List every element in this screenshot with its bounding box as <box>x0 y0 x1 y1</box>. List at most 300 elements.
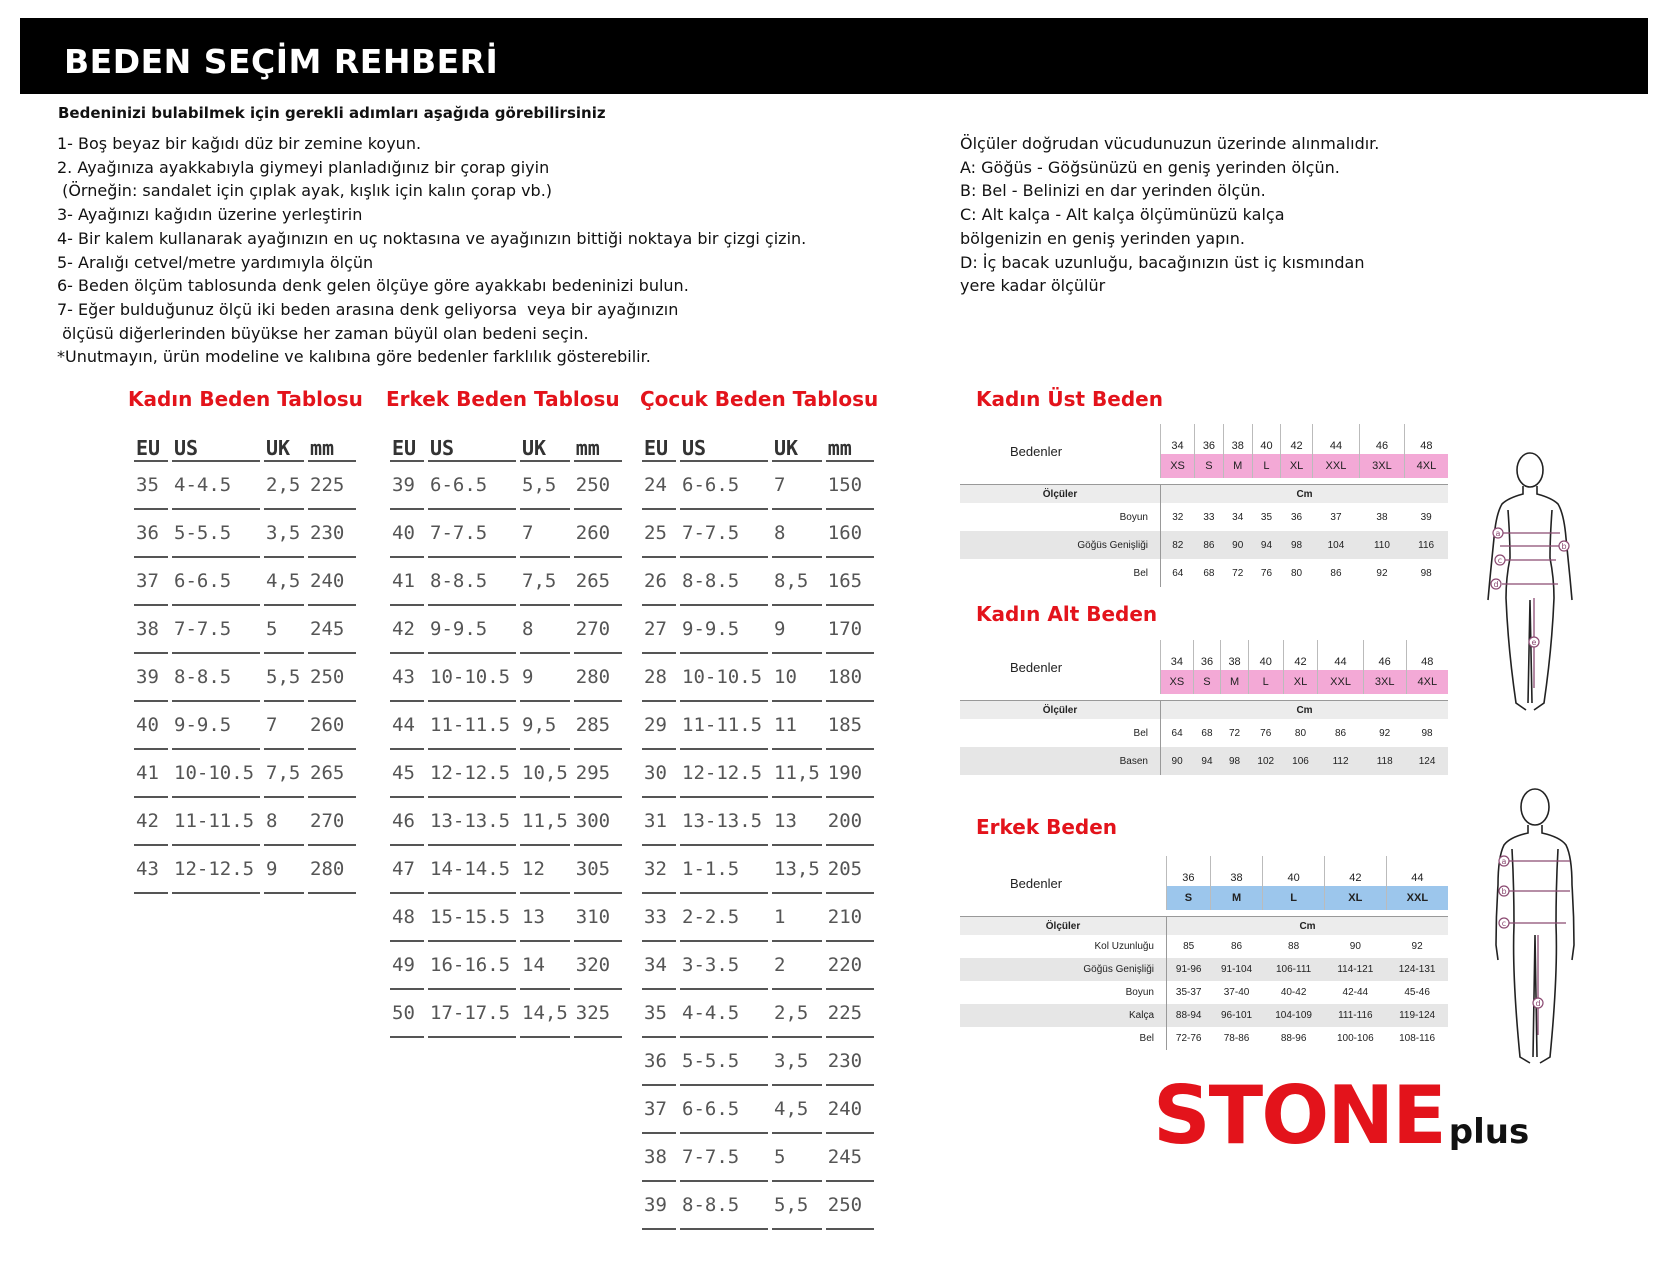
table-cell: 32 <box>642 846 676 894</box>
size-number: 36 <box>1167 856 1211 886</box>
size-letter: XL <box>1324 886 1386 910</box>
table-cell: 3,5 <box>264 510 304 558</box>
size-letter: S <box>1167 886 1211 910</box>
table-cell: 6-6.5 <box>172 558 260 606</box>
table-cell: 5,5 <box>520 462 570 510</box>
measure-row <box>960 559 1448 587</box>
table-cell: 5,5 <box>264 654 304 702</box>
measure-value: 38 <box>1376 511 1388 523</box>
measure-label: Bel <box>1139 1033 1154 1044</box>
table-row <box>642 606 874 654</box>
measure-row <box>960 531 1448 559</box>
table-cell: 12-12.5 <box>680 750 768 798</box>
measure-value: 39 <box>1420 511 1432 523</box>
measure-value: 96-101 <box>1210 1004 1262 1027</box>
table-cell: 14,5 <box>520 990 570 1038</box>
table-cell: 250 <box>574 462 622 510</box>
table-cell: 6-6.5 <box>680 462 768 510</box>
measure-value: 45-46 <box>1404 987 1430 998</box>
table-cell: 285 <box>574 702 622 750</box>
size-number: 34 <box>1161 640 1194 670</box>
size-letter: XS <box>1161 454 1195 478</box>
table-cell: 7-7.5 <box>680 1134 768 1182</box>
measure-value: 86 <box>1195 531 1224 559</box>
marker-b-label: b <box>1561 542 1567 551</box>
men-size-table <box>960 856 1448 1050</box>
size-number: 40 <box>1252 424 1281 454</box>
table-row <box>390 942 622 990</box>
table-cell: 14-14.5 <box>428 846 516 894</box>
table-cell: 43 <box>390 654 424 702</box>
table-row <box>642 654 874 702</box>
table-row <box>642 1182 874 1230</box>
table-cell: 7 <box>264 702 304 750</box>
measure-value: 72 <box>1229 727 1241 739</box>
table-cell: 280 <box>574 654 622 702</box>
table-cell: 265 <box>574 558 622 606</box>
table-cell: 13 <box>520 894 570 942</box>
column-header: EU <box>390 420 424 462</box>
table-cell: 270 <box>574 606 622 654</box>
marker-d-label: d <box>1535 999 1541 1008</box>
table-cell: 36 <box>134 510 168 558</box>
men-body-title: Erkek Beden <box>976 815 1118 839</box>
steps-left-line: 2. Ayağınıza ayakkabıyla giymeyi planladığınız bir çorap giyin <box>57 157 550 177</box>
measure-label: Boyun <box>1119 511 1148 523</box>
table-row <box>390 798 622 846</box>
table-cell: 2,5 <box>264 462 304 510</box>
table-cell: 40 <box>134 702 168 750</box>
steps-left-line: 5- Aralığı cetvel/metre yardımıyla ölçün <box>57 252 374 272</box>
table-cell: 240 <box>308 558 356 606</box>
measure-value: 111-116 <box>1324 1004 1386 1027</box>
measure-value: 35 <box>1260 511 1273 523</box>
unit-label: Cm <box>1161 701 1449 720</box>
size-number-row <box>960 640 1448 670</box>
measure-value: 98 <box>1420 567 1432 579</box>
measure-value: 112 <box>1318 747 1363 775</box>
table-cell: 48 <box>390 894 424 942</box>
table-cell: 7,5 <box>264 750 304 798</box>
measure-label: Göğüs Genişliği <box>960 531 1161 559</box>
table-cell: 39 <box>390 462 424 510</box>
measure-value: 64 <box>1161 559 1195 587</box>
table-cell: 2-2.5 <box>680 894 768 942</box>
measure-head-row <box>960 701 1448 720</box>
women-top-size-table <box>960 424 1448 587</box>
steps-left-line: 6- Beden ölçüm tablosunda denk gelen ölçüye göre ayakkabı bedeninizi bulun. <box>57 276 689 296</box>
table-cell: 9-9.5 <box>428 606 516 654</box>
measure-label: Göğüs Genişliği <box>960 958 1167 981</box>
table-cell: 9-9.5 <box>172 702 260 750</box>
table-cell: 13-13.5 <box>428 798 516 846</box>
table-header-row <box>134 420 356 462</box>
table-cell: 265 <box>308 750 356 798</box>
table-cell: 7 <box>520 510 570 558</box>
table-row <box>642 990 874 1038</box>
size-number: 36 <box>1193 640 1221 670</box>
table-row <box>642 798 874 846</box>
measure-value: 68 <box>1203 567 1215 579</box>
table-row <box>642 462 874 510</box>
table-cell: 8-8.5 <box>428 558 516 606</box>
measure-head-row <box>960 485 1448 504</box>
table-cell: 1 <box>772 894 822 942</box>
measure-value: 86 <box>1230 941 1243 952</box>
size-letter: L <box>1263 886 1325 910</box>
size-letter: L <box>1252 454 1281 478</box>
table-cell: 4-4.5 <box>680 990 768 1038</box>
table-cell: 28 <box>642 654 676 702</box>
steps-left-line: 4- Bir kalem kullanarak ayağınızın en uç noktasına ve ayağınızın bittiği noktaya bir çizgi çizin. <box>57 228 807 248</box>
measure-value: 124-131 <box>1386 958 1448 981</box>
measure-value: 104 <box>1312 531 1359 559</box>
table-cell: 11 <box>772 702 822 750</box>
size-letter: XXL <box>1318 670 1363 694</box>
page-title: BEDEN SEÇİM REHBERİ <box>64 42 499 81</box>
table-cell: 325 <box>574 990 622 1038</box>
size-number: 38 <box>1210 856 1262 886</box>
table-cell: 160 <box>826 510 874 558</box>
table-cell: 8-8.5 <box>172 654 260 702</box>
steps-right-line: D: İç bacak uzunluğu, bacağınızın üst iç kısmından <box>960 252 1365 272</box>
measure-value: 110 <box>1360 531 1405 559</box>
table-cell: 190 <box>826 750 874 798</box>
measure-value: 37-40 <box>1223 987 1250 998</box>
olculer-label: Ölçüler <box>960 701 1161 720</box>
table-cell: 295 <box>574 750 622 798</box>
column-header: US <box>680 420 768 462</box>
table-cell: 2 <box>772 942 822 990</box>
table-row <box>390 558 622 606</box>
measure-head-row <box>960 917 1448 936</box>
size-letter: 4XL <box>1406 670 1448 694</box>
size-number: 48 <box>1406 640 1448 670</box>
table-cell: 6-6.5 <box>680 1086 768 1134</box>
measure-row <box>960 1004 1448 1027</box>
logo-main: STONE <box>1153 1069 1445 1162</box>
column-header: EU <box>642 420 676 462</box>
table-cell: 5,5 <box>772 1182 822 1230</box>
measure-row <box>960 503 1448 531</box>
measure-value: 91-104 <box>1210 958 1262 981</box>
table-row <box>134 702 356 750</box>
body-measure-notes <box>960 132 1379 298</box>
table-cell: 37 <box>134 558 168 606</box>
table-cell: 4-4.5 <box>172 462 260 510</box>
size-letter: 3XL <box>1363 670 1406 694</box>
measure-value: 108-116 <box>1399 1033 1436 1044</box>
column-header: US <box>172 420 260 462</box>
steps-left-line: 1- Boş beyaz bir kağıdı düz bir zemine koyun. <box>57 134 422 153</box>
table-cell: 39 <box>642 1182 676 1230</box>
table-cell: 210 <box>826 894 874 942</box>
size-letter: XL <box>1281 454 1312 478</box>
size-number: 36 <box>1195 424 1224 454</box>
table-cell: 245 <box>826 1134 874 1182</box>
measure-value: 116 <box>1404 531 1448 559</box>
women-shoe-title: Kadın Beden Tablosu <box>128 387 363 411</box>
column-header: UK <box>772 420 822 462</box>
column-header: US <box>428 420 516 462</box>
subtitle: Bedeninizi bulabilmek için gerekli adımları aşağıda görebilirsiniz <box>58 104 606 122</box>
table-cell: 10 <box>772 654 822 702</box>
table-row <box>642 750 874 798</box>
table-cell: 5-5.5 <box>680 1038 768 1086</box>
women-bottom-size-table <box>960 640 1448 775</box>
size-letter: L <box>1248 670 1283 694</box>
measure-value: 92 <box>1376 567 1388 579</box>
table-cell: 38 <box>134 606 168 654</box>
measure-value: 40-42 <box>1280 987 1307 998</box>
foot-measure-steps <box>57 132 806 369</box>
table-row <box>390 702 622 750</box>
woman-figure <box>1480 448 1580 720</box>
table-cell: 8 <box>520 606 570 654</box>
measure-value: 76 <box>1260 727 1272 739</box>
table-row <box>134 462 356 510</box>
table-cell: 13 <box>772 798 822 846</box>
table-cell: 6-6.5 <box>428 462 516 510</box>
logo-suffix: plus <box>1448 1112 1530 1152</box>
table-cell: 43 <box>134 846 168 894</box>
measure-value: 36 <box>1291 511 1303 523</box>
size-number: 38 <box>1223 424 1252 454</box>
table-row <box>642 510 874 558</box>
table-cell: 37 <box>642 1086 676 1134</box>
measure-value: 86 <box>1334 727 1347 739</box>
measure-value: 90 <box>1161 747 1194 775</box>
measure-value: 76 <box>1260 567 1273 579</box>
table-row <box>642 1038 874 1086</box>
measure-value: 124 <box>1406 747 1448 775</box>
measure-value: 72 <box>1232 567 1244 579</box>
measure-value: 98 <box>1421 727 1433 739</box>
size-number: 46 <box>1360 424 1405 454</box>
size-letter: 4XL <box>1404 454 1448 478</box>
measure-value: 88 <box>1288 941 1300 952</box>
table-cell: 35 <box>134 462 168 510</box>
measure-row <box>960 1027 1448 1050</box>
measure-value: 34 <box>1232 511 1244 523</box>
table-cell: 40 <box>390 510 424 558</box>
women-bottom-title: Kadın Alt Beden <box>976 602 1158 626</box>
size-letter: XS <box>1161 670 1194 694</box>
table-cell: 42 <box>390 606 424 654</box>
table-row <box>642 894 874 942</box>
measure-value: 68 <box>1201 727 1213 739</box>
size-number: 42 <box>1324 856 1386 886</box>
size-number: 44 <box>1312 424 1359 454</box>
measure-value: 92 <box>1379 727 1391 739</box>
table-cell: 225 <box>826 990 874 1038</box>
measure-value: 90 <box>1349 941 1361 952</box>
table-cell: 200 <box>826 798 874 846</box>
table-row <box>642 846 874 894</box>
table-row <box>390 750 622 798</box>
table-row <box>134 654 356 702</box>
column-header: EU <box>134 420 168 462</box>
table-cell: 47 <box>390 846 424 894</box>
measure-value: 37 <box>1330 511 1342 523</box>
table-cell: 5-5.5 <box>172 510 260 558</box>
size-letter: XL <box>1283 670 1318 694</box>
table-cell: 7 <box>772 462 822 510</box>
table-cell: 7-7.5 <box>428 510 516 558</box>
table-cell: 8-8.5 <box>680 558 768 606</box>
steps-left-line: 7- Eğer bulduğunuz ölçü iki beden arasına denk geliyorsa veya bir ayağınızın <box>57 299 679 319</box>
table-cell: 225 <box>308 462 356 510</box>
table-row <box>642 1134 874 1182</box>
measure-value: 35-37 <box>1167 981 1211 1004</box>
marker-c-label: c <box>1501 919 1507 928</box>
table-cell: 11-11.5 <box>172 798 260 846</box>
table-row <box>390 654 622 702</box>
table-cell: 31 <box>642 798 676 846</box>
size-number: 40 <box>1263 856 1325 886</box>
measure-row <box>960 981 1448 1004</box>
measure-label: Bel <box>1133 727 1148 739</box>
table-cell: 9 <box>520 654 570 702</box>
bedenler-label: Bedenler <box>1010 443 1063 459</box>
table-cell: 8-8.5 <box>680 1182 768 1230</box>
measure-label: Bel <box>1133 567 1148 579</box>
size-number: 44 <box>1318 640 1363 670</box>
table-cell: 46 <box>390 798 424 846</box>
size-letter: M <box>1223 454 1252 478</box>
table-cell: 230 <box>308 510 356 558</box>
table-cell: 2,5 <box>772 990 822 1038</box>
size-number: 38 <box>1221 640 1249 670</box>
measure-row <box>960 935 1448 958</box>
table-cell: 9,5 <box>520 702 570 750</box>
table-cell: 17-17.5 <box>428 990 516 1038</box>
table-row <box>134 558 356 606</box>
table-cell: 25 <box>642 510 676 558</box>
table-cell: 8,5 <box>772 558 822 606</box>
table-cell: 10-10.5 <box>172 750 260 798</box>
marker-e-label: e <box>1531 638 1537 647</box>
olculer-label: Ölçüler <box>960 485 1161 504</box>
measure-value: 64 <box>1161 719 1194 747</box>
marker-b-label: b <box>1501 887 1507 896</box>
table-cell: 270 <box>308 798 356 846</box>
steps-left-line: 3- Ayağınızı kağıdın üzerine yerleştirin <box>57 205 363 225</box>
table-cell: 13-13.5 <box>680 798 768 846</box>
table-cell: 5 <box>264 606 304 654</box>
table-row <box>134 510 356 558</box>
column-header: mm <box>826 420 874 462</box>
table-cell: 250 <box>826 1182 874 1230</box>
table-cell: 30 <box>642 750 676 798</box>
table-cell: 33 <box>642 894 676 942</box>
measure-value: 119-124 <box>1386 1004 1448 1027</box>
table-cell: 11,5 <box>772 750 822 798</box>
table-cell: 38 <box>642 1134 676 1182</box>
measure-value: 106 <box>1283 747 1318 775</box>
table-cell: 12-12.5 <box>428 750 516 798</box>
women-shoe-table <box>130 420 360 894</box>
measure-label: Kol Uzunluğu <box>1094 941 1154 952</box>
table-cell: 29 <box>642 702 676 750</box>
bedenler-label: Bedenler <box>1010 659 1063 675</box>
steps-left-line: (Örneğin: sandalet için çıplak ayak, kışlık için kalın çorap vb.) <box>57 181 553 201</box>
size-number-row <box>960 856 1448 886</box>
table-row <box>642 702 874 750</box>
column-header: mm <box>574 420 622 462</box>
measure-value: 91-96 <box>1167 958 1211 981</box>
table-cell: 180 <box>826 654 874 702</box>
marker-c-label: c <box>1497 556 1503 565</box>
table-cell: 245 <box>308 606 356 654</box>
marker-d-label: d <box>1493 580 1499 589</box>
table-cell: 13,5 <box>772 846 822 894</box>
table-cell: 45 <box>390 750 424 798</box>
column-header: UK <box>520 420 570 462</box>
measure-value: 98 <box>1221 747 1249 775</box>
table-cell: 9-9.5 <box>680 606 768 654</box>
table-cell: 205 <box>826 846 874 894</box>
table-cell: 15-15.5 <box>428 894 516 942</box>
measure-value: 94 <box>1252 531 1281 559</box>
table-cell: 300 <box>574 798 622 846</box>
table-cell: 230 <box>826 1038 874 1086</box>
table-cell: 34 <box>642 942 676 990</box>
table-row <box>134 750 356 798</box>
measure-label: Kalça <box>960 1004 1167 1027</box>
measure-value: 102 <box>1248 747 1283 775</box>
table-cell: 280 <box>308 846 356 894</box>
measure-row <box>960 958 1448 981</box>
table-cell: 10,5 <box>520 750 570 798</box>
man-figure <box>1490 785 1580 1071</box>
measure-value: 33 <box>1203 511 1215 523</box>
size-letter: XXL <box>1312 454 1359 478</box>
table-row <box>390 606 622 654</box>
measure-row <box>960 719 1448 747</box>
table-cell: 250 <box>308 654 356 702</box>
table-cell: 14 <box>520 942 570 990</box>
measure-value: 86 <box>1330 567 1342 579</box>
measure-value: 100-106 <box>1336 1033 1374 1044</box>
size-number: 40 <box>1248 640 1283 670</box>
table-cell: 9 <box>264 846 304 894</box>
table-header-row <box>642 420 874 462</box>
table-cell: 11,5 <box>520 798 570 846</box>
table-row <box>134 798 356 846</box>
kids-shoe-title: Çocuk Beden Tablosu <box>640 387 879 411</box>
olculer-label: Ölçüler <box>960 917 1167 936</box>
measure-value: 72-76 <box>1167 1027 1211 1050</box>
measure-value: 85 <box>1167 935 1211 958</box>
table-cell: 3-3.5 <box>680 942 768 990</box>
measure-value: 94 <box>1193 747 1221 775</box>
measure-value: 88-94 <box>1167 1004 1211 1027</box>
table-header-row <box>390 420 622 462</box>
steps-left-line: ölçüsü diğerlerinden büyükse her zaman büyül olan bedeni seçin. <box>57 323 589 343</box>
table-cell: 260 <box>308 702 356 750</box>
table-cell: 16-16.5 <box>428 942 516 990</box>
table-cell: 305 <box>574 846 622 894</box>
measure-value: 78-86 <box>1223 1033 1250 1044</box>
table-cell: 35 <box>642 990 676 1038</box>
table-cell: 11-11.5 <box>428 702 516 750</box>
measure-value: 32 <box>1161 503 1195 531</box>
table-cell: 26 <box>642 558 676 606</box>
size-number: 46 <box>1363 640 1406 670</box>
size-letter: M <box>1210 886 1262 910</box>
size-number: 42 <box>1283 640 1318 670</box>
